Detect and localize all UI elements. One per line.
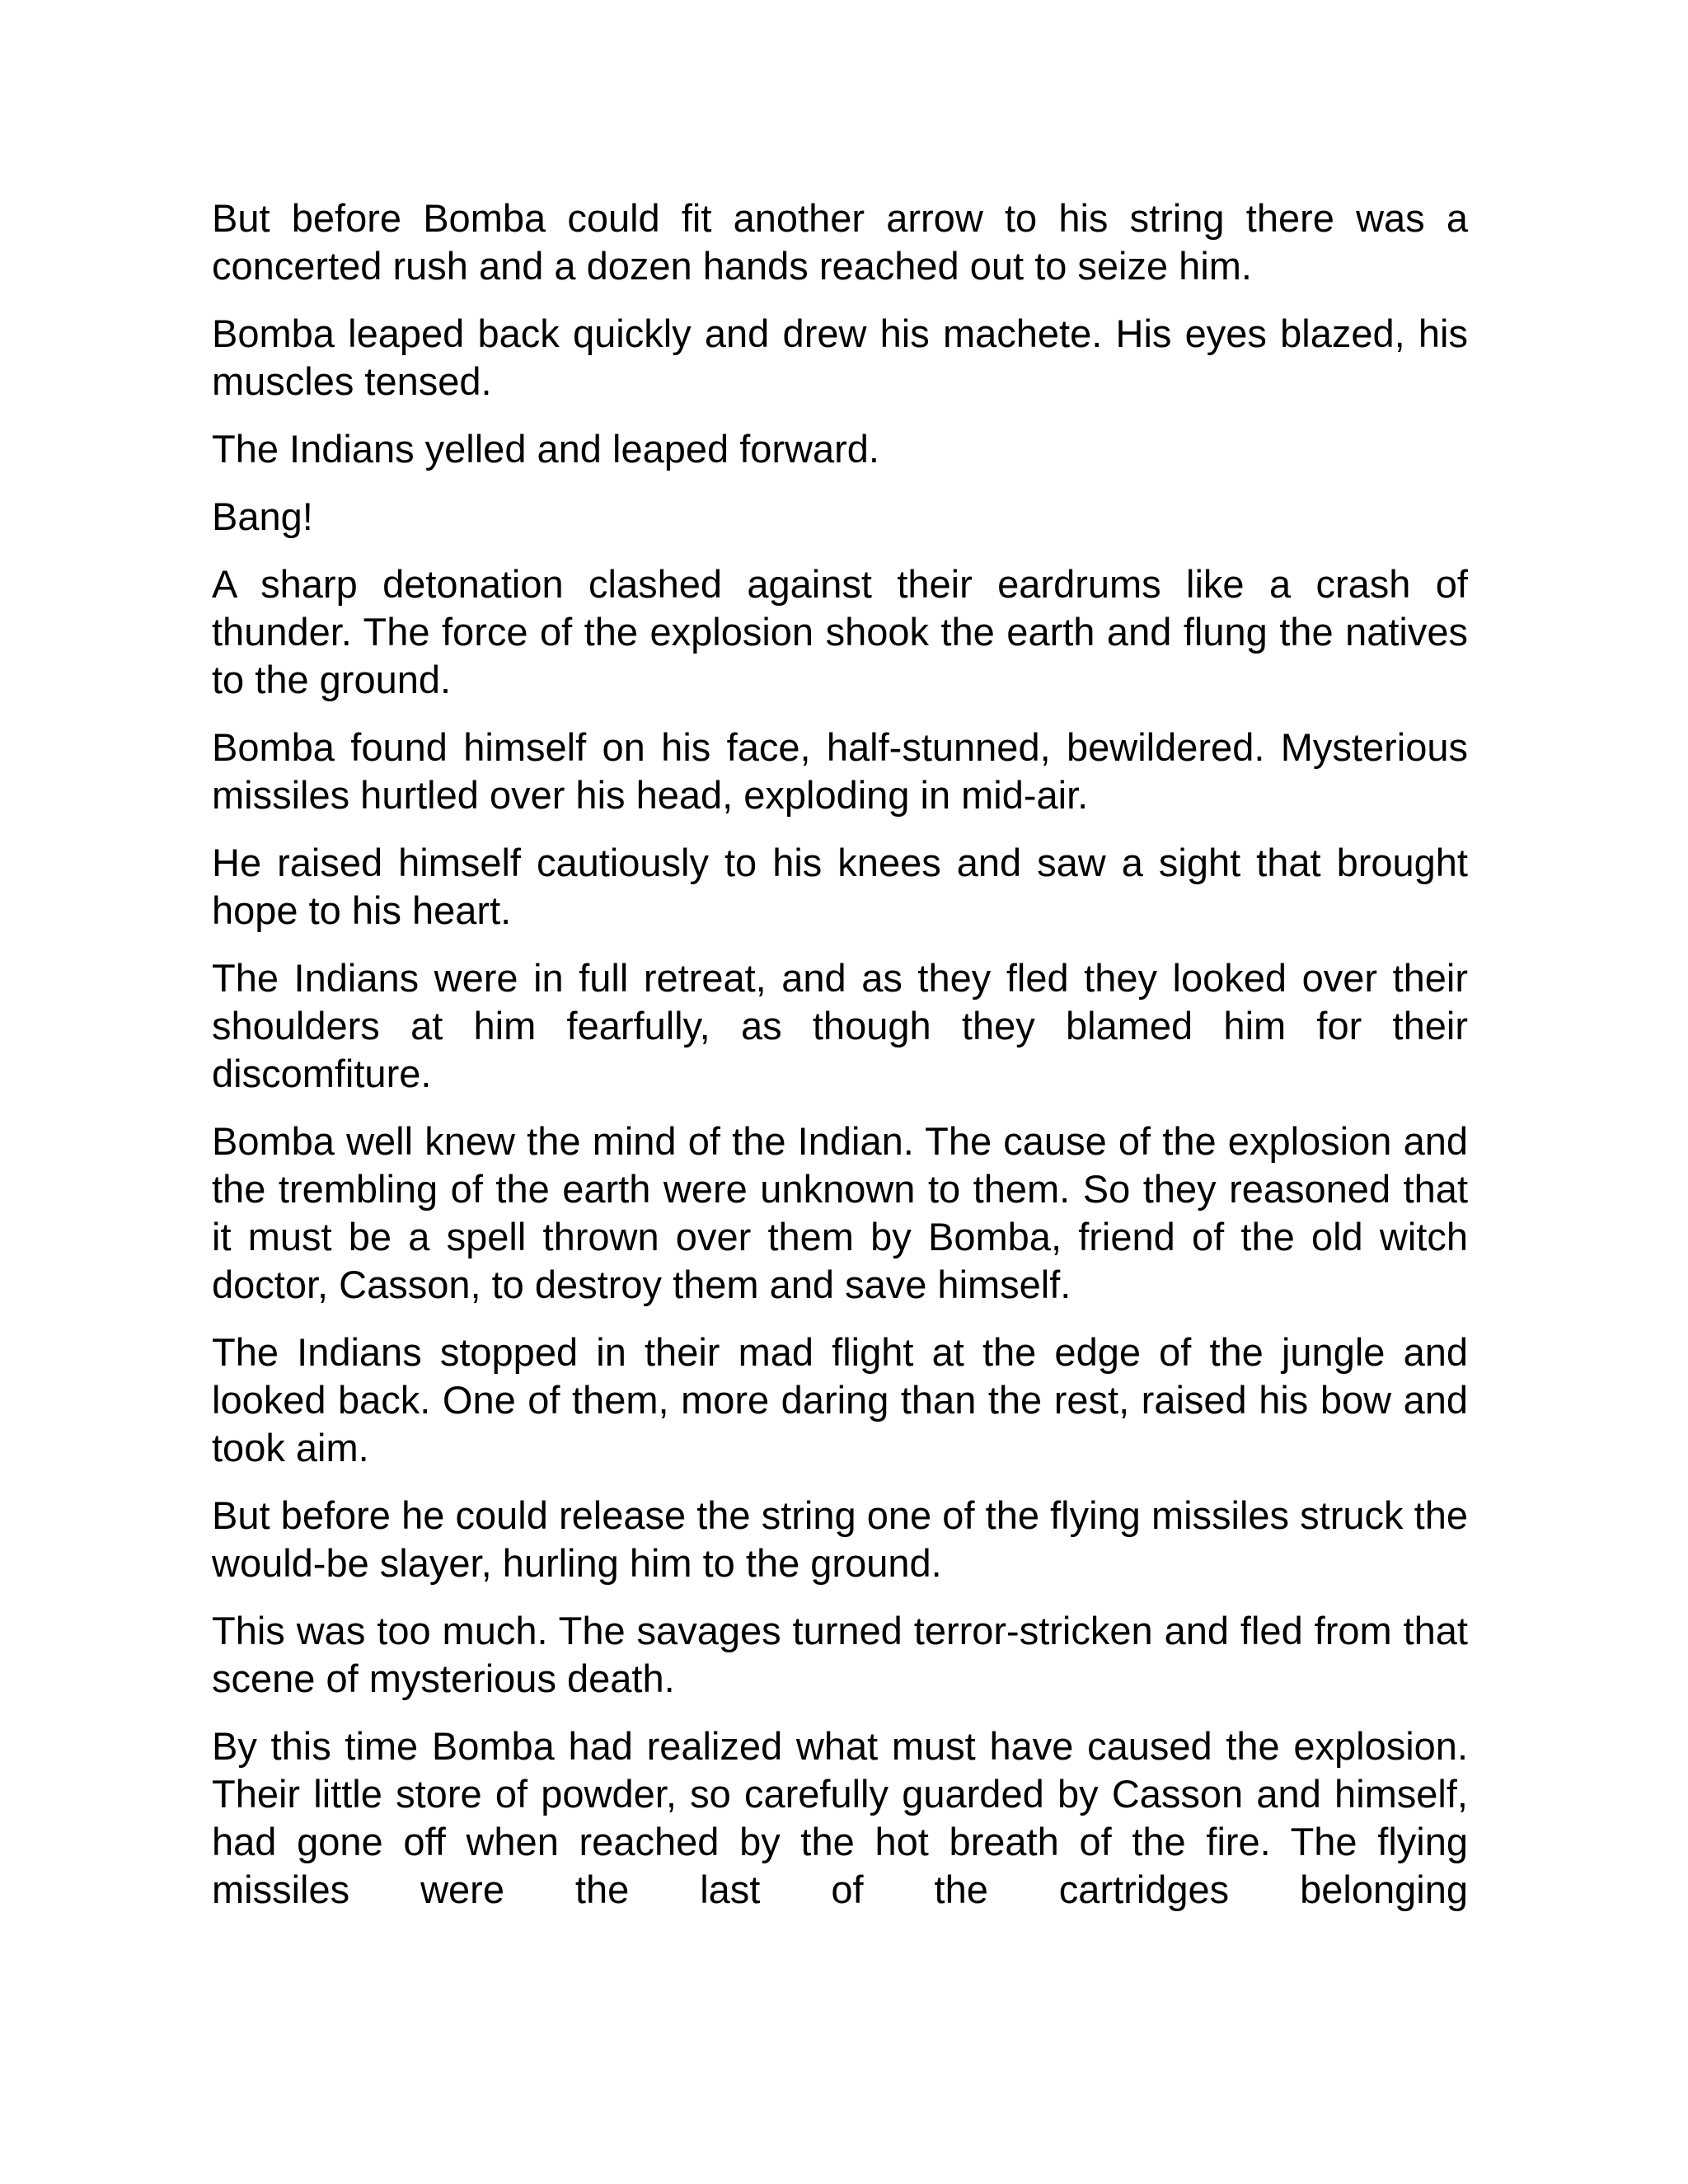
paragraph-6: Bomba found himself on his face, half-stunned, bewildered. Mysterious missiles hurtled over his head, exploding in mid-air. xyxy=(212,725,1468,817)
paragraph-8: The Indians were in full retreat, and as they fled they looked over their shoulders at him fearfully, as though they blamed him for their discomfiture. xyxy=(212,956,1468,1095)
paragraph-1: But before Bomba could fit another arrow to his string there was a concerted rush and a dozen hands reached out to seize him. xyxy=(212,196,1468,288)
paragraph-9: Bomba well knew the mind of the Indian. The cause of the explosion and the trembling of the earth were unknown to them. So they reasoned that it must be a spell thrown over them by Bomba, friend of the old witch doctor, Casson, to destroy them and save himself. xyxy=(212,1119,1468,1306)
paragraph-11: But before he could release the string one of the flying missiles struck the would-be slayer, hurling him to the ground. xyxy=(212,1493,1468,1585)
paragraph-7: He raised himself cautiously to his knees and saw a sight that brought hope to his heart. xyxy=(212,841,1468,932)
paragraph-5: A sharp detonation clashed against their eardrums like a crash of thunder. The force of the explosion shook the earth and flung the natives to the ground. xyxy=(212,562,1468,701)
paragraph-13: By this time Bomba had realized what must have caused the explosion. Their little store of powder, so carefully guarded by Casson and himself, had gone off when reached by the hot breath of the fire. The flying missiles were the last of the cartridges belonging xyxy=(212,1724,1468,1911)
paragraph-12: This was too much. The savages turned terror-stricken and fled from that scene of mysterious death. xyxy=(212,1609,1468,1700)
paragraph-2: Bomba leaped back quickly and drew his machete. His eyes blazed, his muscles tensed. xyxy=(212,312,1468,403)
paragraph-4: Bang! xyxy=(212,494,313,538)
paragraph-10: The Indians stopped in their mad flight at the edge of the jungle and looked back. One of them, more daring than the rest, raised his bow and took aim. xyxy=(212,1330,1468,1469)
document-page xyxy=(212,194,1468,1933)
paragraph-3: The Indians yelled and leaped forward. xyxy=(212,427,879,471)
